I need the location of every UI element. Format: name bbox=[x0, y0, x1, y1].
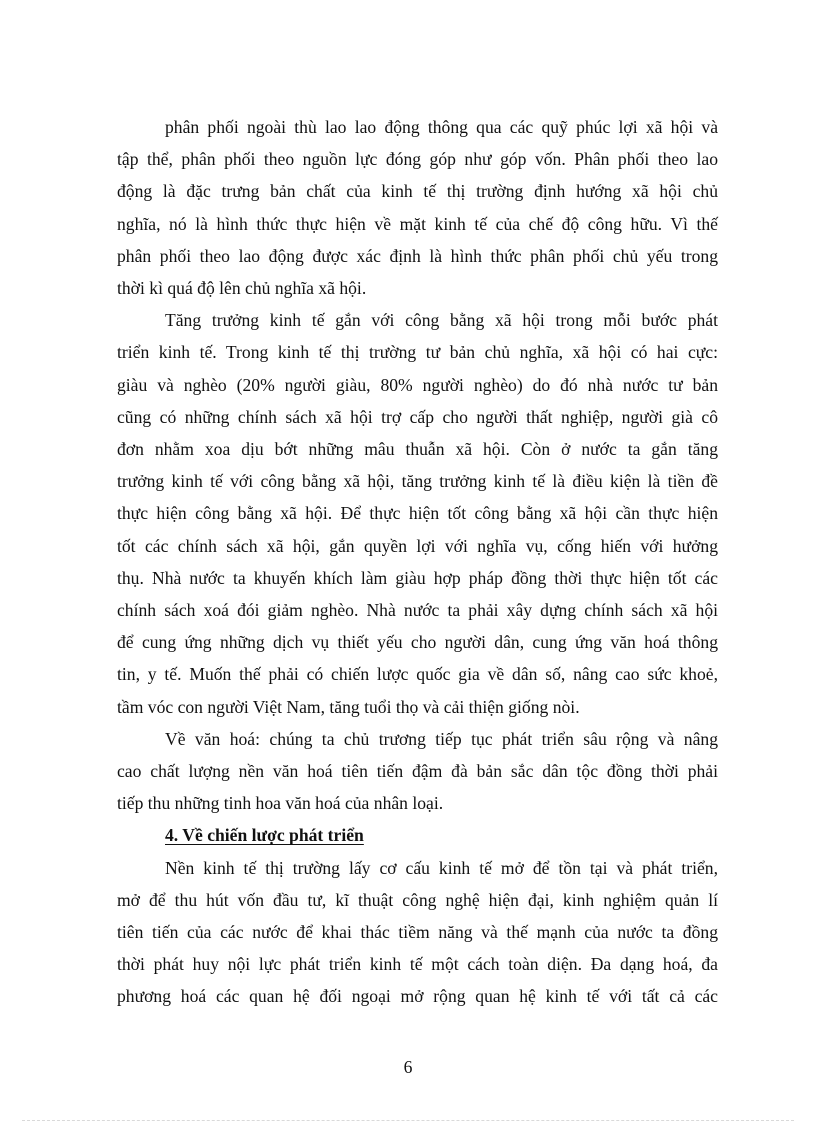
paragraph-development-strategy bbox=[117, 852, 718, 1013]
text-line: thời kì quá độ lên chủ nghĩa xã hội. bbox=[117, 278, 367, 299]
text-line: nghĩa, nó là hình thức thực hiện về mặt kinh tế của chế độ công hữu. Vì thế bbox=[117, 213, 718, 234]
text-line: Tăng trưởng kinh tế gắn với công bằng xã hội trong mỗi bước phát bbox=[165, 310, 718, 331]
section-heading bbox=[117, 819, 718, 851]
section-heading-text: 4. Về chiến lược phát triển bbox=[165, 825, 364, 846]
text-line: giàu và nghèo (20% người giàu, 80% người nghèo) do đó nhà nước tư bản bbox=[117, 374, 718, 395]
text-line: triển kinh tế. Trong kinh tế thị trường tư bản chủ nghĩa, xã hội có hai cực: bbox=[117, 342, 718, 363]
text-line: đơn nhằm xoa dịu bớt những mâu thuẫn xã hội. Còn ở nước ta gắn tăng bbox=[117, 439, 718, 460]
text-line: tầm vóc con người Việt Nam, tăng tuổi thọ và cải thiện giống nòi. bbox=[117, 696, 580, 717]
text-line: Nền kinh tế thị trường lấy cơ cấu kinh tế mở để tồn tại và phát triển, bbox=[165, 857, 718, 878]
text-line: để cung ứng những dịch vụ thiết yếu cho người dân, cung ứng văn hoá thông bbox=[117, 632, 718, 653]
text-line: tập thể, phân phối theo nguồn lực đóng góp như góp vốn. Phân phối theo lao bbox=[117, 149, 718, 170]
page-bottom-divider bbox=[22, 1120, 794, 1121]
text-line: thụ. Nhà nước ta khuyến khích làm giàu hợp pháp đồng thời thực hiện tốt các bbox=[117, 567, 718, 588]
text-line: cao chất lượng nền văn hoá tiên tiến đậm đà bản sắc dân tộc đồng thời phải bbox=[117, 761, 718, 782]
page-body bbox=[117, 111, 718, 1013]
text-line: thời phát huy nội lực phát triển kinh tế một cách toàn diện. Đa dạng hoá, đa bbox=[117, 954, 718, 975]
paragraph-culture bbox=[117, 723, 718, 820]
text-line: Về văn hoá: chúng ta chủ trương tiếp tục phát triển sâu rộng và nâng bbox=[165, 728, 718, 749]
text-line: tiếp thu những tinh hoa văn hoá của nhân loại. bbox=[117, 793, 444, 814]
text-line: tốt các chính sách xã hội, gắn quyền lợi với nghĩa vụ, cống hiến với hưởng bbox=[117, 535, 718, 556]
text-line: thực hiện công bằng xã hội. Để thực hiện tốt công bằng xã hội cần thực hiện bbox=[117, 503, 718, 524]
text-line: tiên tiến của các nước để khai thác tiềm năng và thế mạnh của nước ta đồng bbox=[117, 922, 718, 943]
text-line: phân phối ngoài thù lao lao động thông qua các quỹ phúc lợi xã hội và bbox=[165, 117, 718, 137]
text-line: tin, y tế. Muốn thế phải có chiến lược quốc gia về dân số, nâng cao sức khoẻ, bbox=[117, 664, 718, 685]
text-line: chính sách xoá đói giảm nghèo. Nhà nước ta phải xây dựng chính sách xã hội bbox=[117, 600, 718, 621]
text-line: phương hoá các quan hệ đối ngoại mở rộng quan hệ kinh tế với tất cả các bbox=[117, 986, 718, 1007]
text-line: trưởng kinh tế với công bằng xã hội, tăng trưởng kinh tế là điều kiện là tiền đề bbox=[117, 471, 718, 492]
paragraph-distribution bbox=[117, 111, 718, 304]
paragraph-growth-equity bbox=[117, 304, 718, 723]
text-line: mở để thu hút vốn đầu tư, kĩ thuật công nghệ hiện đại, kinh nghiệm quản lí bbox=[117, 889, 718, 910]
text-line: động là đặc trưng bản chất của kinh tế thị trường định hướng xã hội chủ bbox=[117, 181, 718, 202]
text-line: phân phối theo lao động được xác định là hình thức phân phối chủ yếu trong bbox=[117, 245, 718, 266]
text-line: cũng có những chính sách xã hội trợ cấp cho người thất nghiệp, người già cô bbox=[117, 406, 718, 427]
page-number: 6 bbox=[403, 1057, 413, 1077]
